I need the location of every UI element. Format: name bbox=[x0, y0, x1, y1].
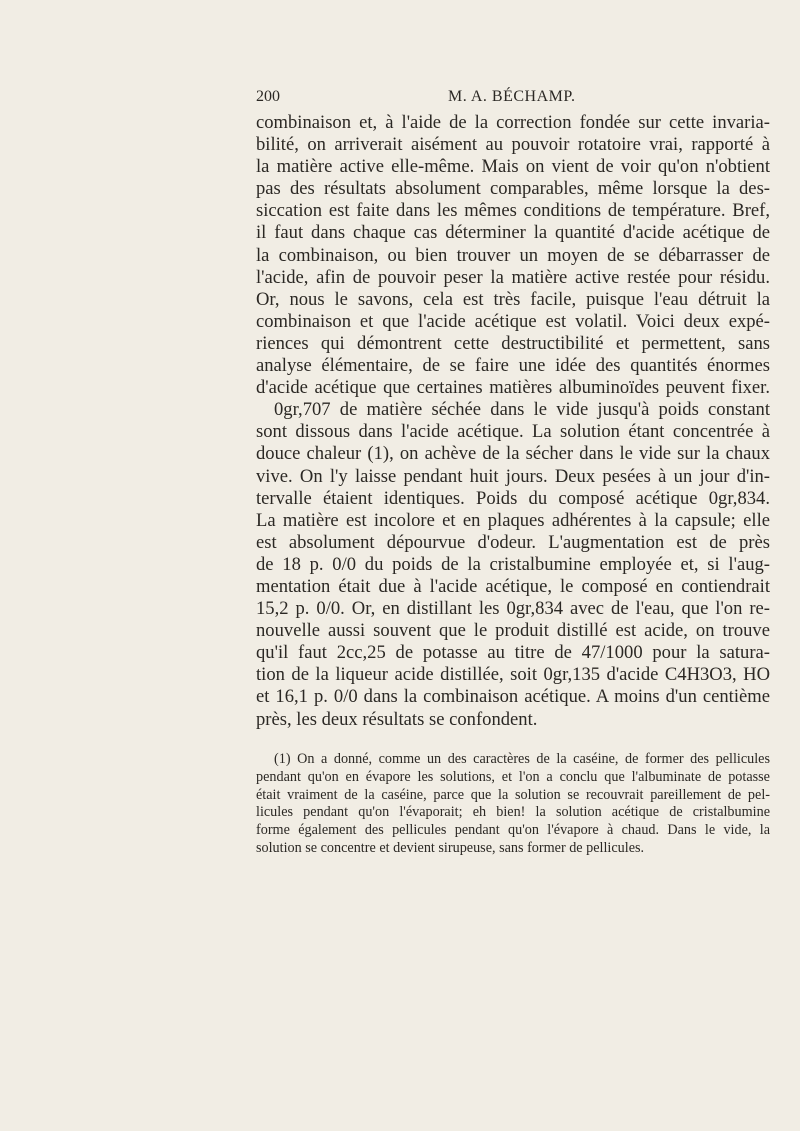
text-line: siccation est faite dans les mêmes conditions de température. Bref, bbox=[256, 200, 770, 222]
text-line: mentation était due à l'acide acétique, le composé en contiendrait bbox=[256, 575, 770, 597]
text-line: nouvelle aussi souvent que le produit distillé est acide, on trouve bbox=[256, 620, 770, 642]
running-head-author: M. A. BÉCHAMP. bbox=[448, 88, 576, 105]
text-line: tion de la liqueur acide distillée, soit 0gr,135 d'acide C4H3O3, HO bbox=[256, 664, 770, 686]
text-line: d'acide acétique que certaines matières albuminoïdes peuvent fixer. bbox=[256, 377, 770, 399]
text-line: 0gr,707 de matière séchée dans le vide jusqu'à poids constant bbox=[274, 399, 770, 421]
text-line: 15,2 p. 0/0. Or, en distillant les 0gr,834 avec de l'eau, que l'on re- bbox=[256, 598, 770, 620]
text-line: riences qui démontrent cette destructibilité et permettent, sans bbox=[256, 332, 770, 354]
footnote-line: forme également des pellicules pendant qu'on l'évapore à chaud. Dans le vide, la bbox=[256, 822, 770, 839]
main-text bbox=[256, 112, 770, 731]
footnote-line: (1) On a donné, comme un des caractères de la caséine, de former des pellicules bbox=[274, 751, 770, 767]
text-line: bilité, on arriverait aisément au pouvoir rotatoire vrai, rapporté à bbox=[256, 134, 770, 156]
page-number: 200 bbox=[256, 88, 280, 105]
text-line: la matière active elle-même. Mais on vient de voir qu'on n'obtient bbox=[256, 156, 770, 178]
text-line: et 16,1 p. 0/0 dans la combinaison acétique. A moins d'un centième bbox=[256, 686, 770, 708]
footnote bbox=[256, 751, 770, 858]
text-line: Or, nous le savons, cela est très facile, puisque l'eau détruit la bbox=[256, 288, 770, 310]
text-line: sont dissous dans l'acide acétique. La solution étant concentrée à bbox=[256, 421, 770, 443]
text-line: il faut dans chaque cas déterminer la quantité d'acide acétique de bbox=[256, 222, 770, 244]
text-line: tervalle étaient identiques. Poids du composé acétique 0gr,834. bbox=[256, 487, 770, 509]
running-header bbox=[256, 88, 770, 112]
footnote-line: licules pendant qu'on l'évaporait; eh bien! la solution acétique de cristalbumine bbox=[256, 804, 770, 821]
footnote-line: était vraiment de la caséine, parce que la solution se recouvrait pareillement de pel- bbox=[256, 786, 770, 803]
text-line: qu'il faut 2cc,25 de potasse au titre de 47/1000 pour la satura- bbox=[256, 642, 770, 664]
text-line: combinaison et que l'acide acétique est volatil. Voici deux expé- bbox=[256, 310, 770, 332]
footnote-line: pendant qu'on en évapore les solutions, et l'on a conclu que l'albuminate de potasse bbox=[256, 768, 770, 785]
text-line: combinaison et, à l'aide de la correction fondée sur cette invaria- bbox=[256, 112, 770, 133]
text-line: douce chaleur (1), on achève de la sécher dans le vide sur la chaux bbox=[256, 443, 770, 465]
text-line: pas des résultats absolument comparables, même lorsque la des- bbox=[256, 178, 770, 200]
text-line: de 18 p. 0/0 du poids de la cristalbumine employée et, si l'aug- bbox=[256, 553, 770, 575]
text-line: l'acide, afin de pouvoir peser la matière active restée pour résidu. bbox=[256, 266, 770, 288]
text-line: la combinaison, ou bien trouver un moyen de se débarrasser de bbox=[256, 244, 770, 266]
text-line: près, les deux résultats se confondent. bbox=[256, 708, 538, 730]
text-line: est absolument dépourvue d'odeur. L'augmentation est de près bbox=[256, 531, 770, 553]
text-line: vive. On l'y laisse pendant huit jours. Deux pesées à un jour d'in- bbox=[256, 465, 770, 487]
text-line: La matière est incolore et en plaques adhérentes à la capsule; elle bbox=[256, 509, 770, 531]
footnote-line: solution se concentre et devient sirupeuse, sans former de pellicules. bbox=[256, 839, 645, 856]
text-line: analyse élémentaire, de se faire une idée des quantités énormes bbox=[256, 355, 770, 377]
